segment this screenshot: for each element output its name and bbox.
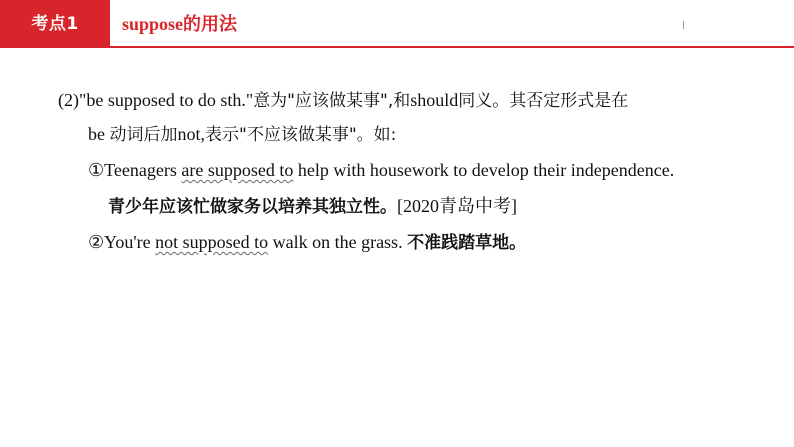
synonym-text: should — [410, 90, 459, 110]
header-tick-mark — [683, 21, 684, 29]
example-2 — [88, 230, 526, 255]
example-2-marker: ② — [88, 232, 105, 252]
example-2-highlight: not supposed to — [155, 232, 269, 252]
translation-1-text: 青少年应该忙做家务以培养其独立性。 — [108, 197, 397, 217]
translation-1-source: [2020青岛中考] — [397, 196, 517, 216]
header-bar — [0, 0, 794, 48]
phrase-text: (2)"be supposed to do sth." — [58, 90, 254, 110]
example-2-post: walk on the grass. — [268, 232, 408, 252]
example-1-post: help with housework to develop their independence. — [293, 160, 675, 180]
example-1-highlight: are supposed to — [181, 160, 294, 180]
negative-meaning-text: 表示"不应该做某事"。如: — [205, 125, 397, 145]
not-text: not, — [177, 124, 206, 144]
translation-1 — [108, 194, 517, 219]
explanation-line-1 — [58, 88, 628, 113]
be-text: be — [88, 124, 110, 144]
section-tag: 考点1 — [0, 0, 110, 48]
example-1-pre: Teenagers — [104, 160, 182, 180]
explanation-line-2 — [88, 122, 396, 147]
example-1 — [88, 158, 674, 182]
example-2-translation: 不准践踏草地。 — [407, 233, 527, 253]
example-2-pre: You're — [104, 232, 156, 252]
negation-intro-text: 同义。其否定形式是在 — [458, 91, 629, 111]
example-1-marker: ① — [88, 160, 105, 180]
section-topic-title: suppose的用法 — [122, 14, 238, 34]
meaning-text: 意为"应该做某事",和 — [253, 91, 411, 111]
verb-after-text: 动词后加 — [109, 125, 178, 145]
